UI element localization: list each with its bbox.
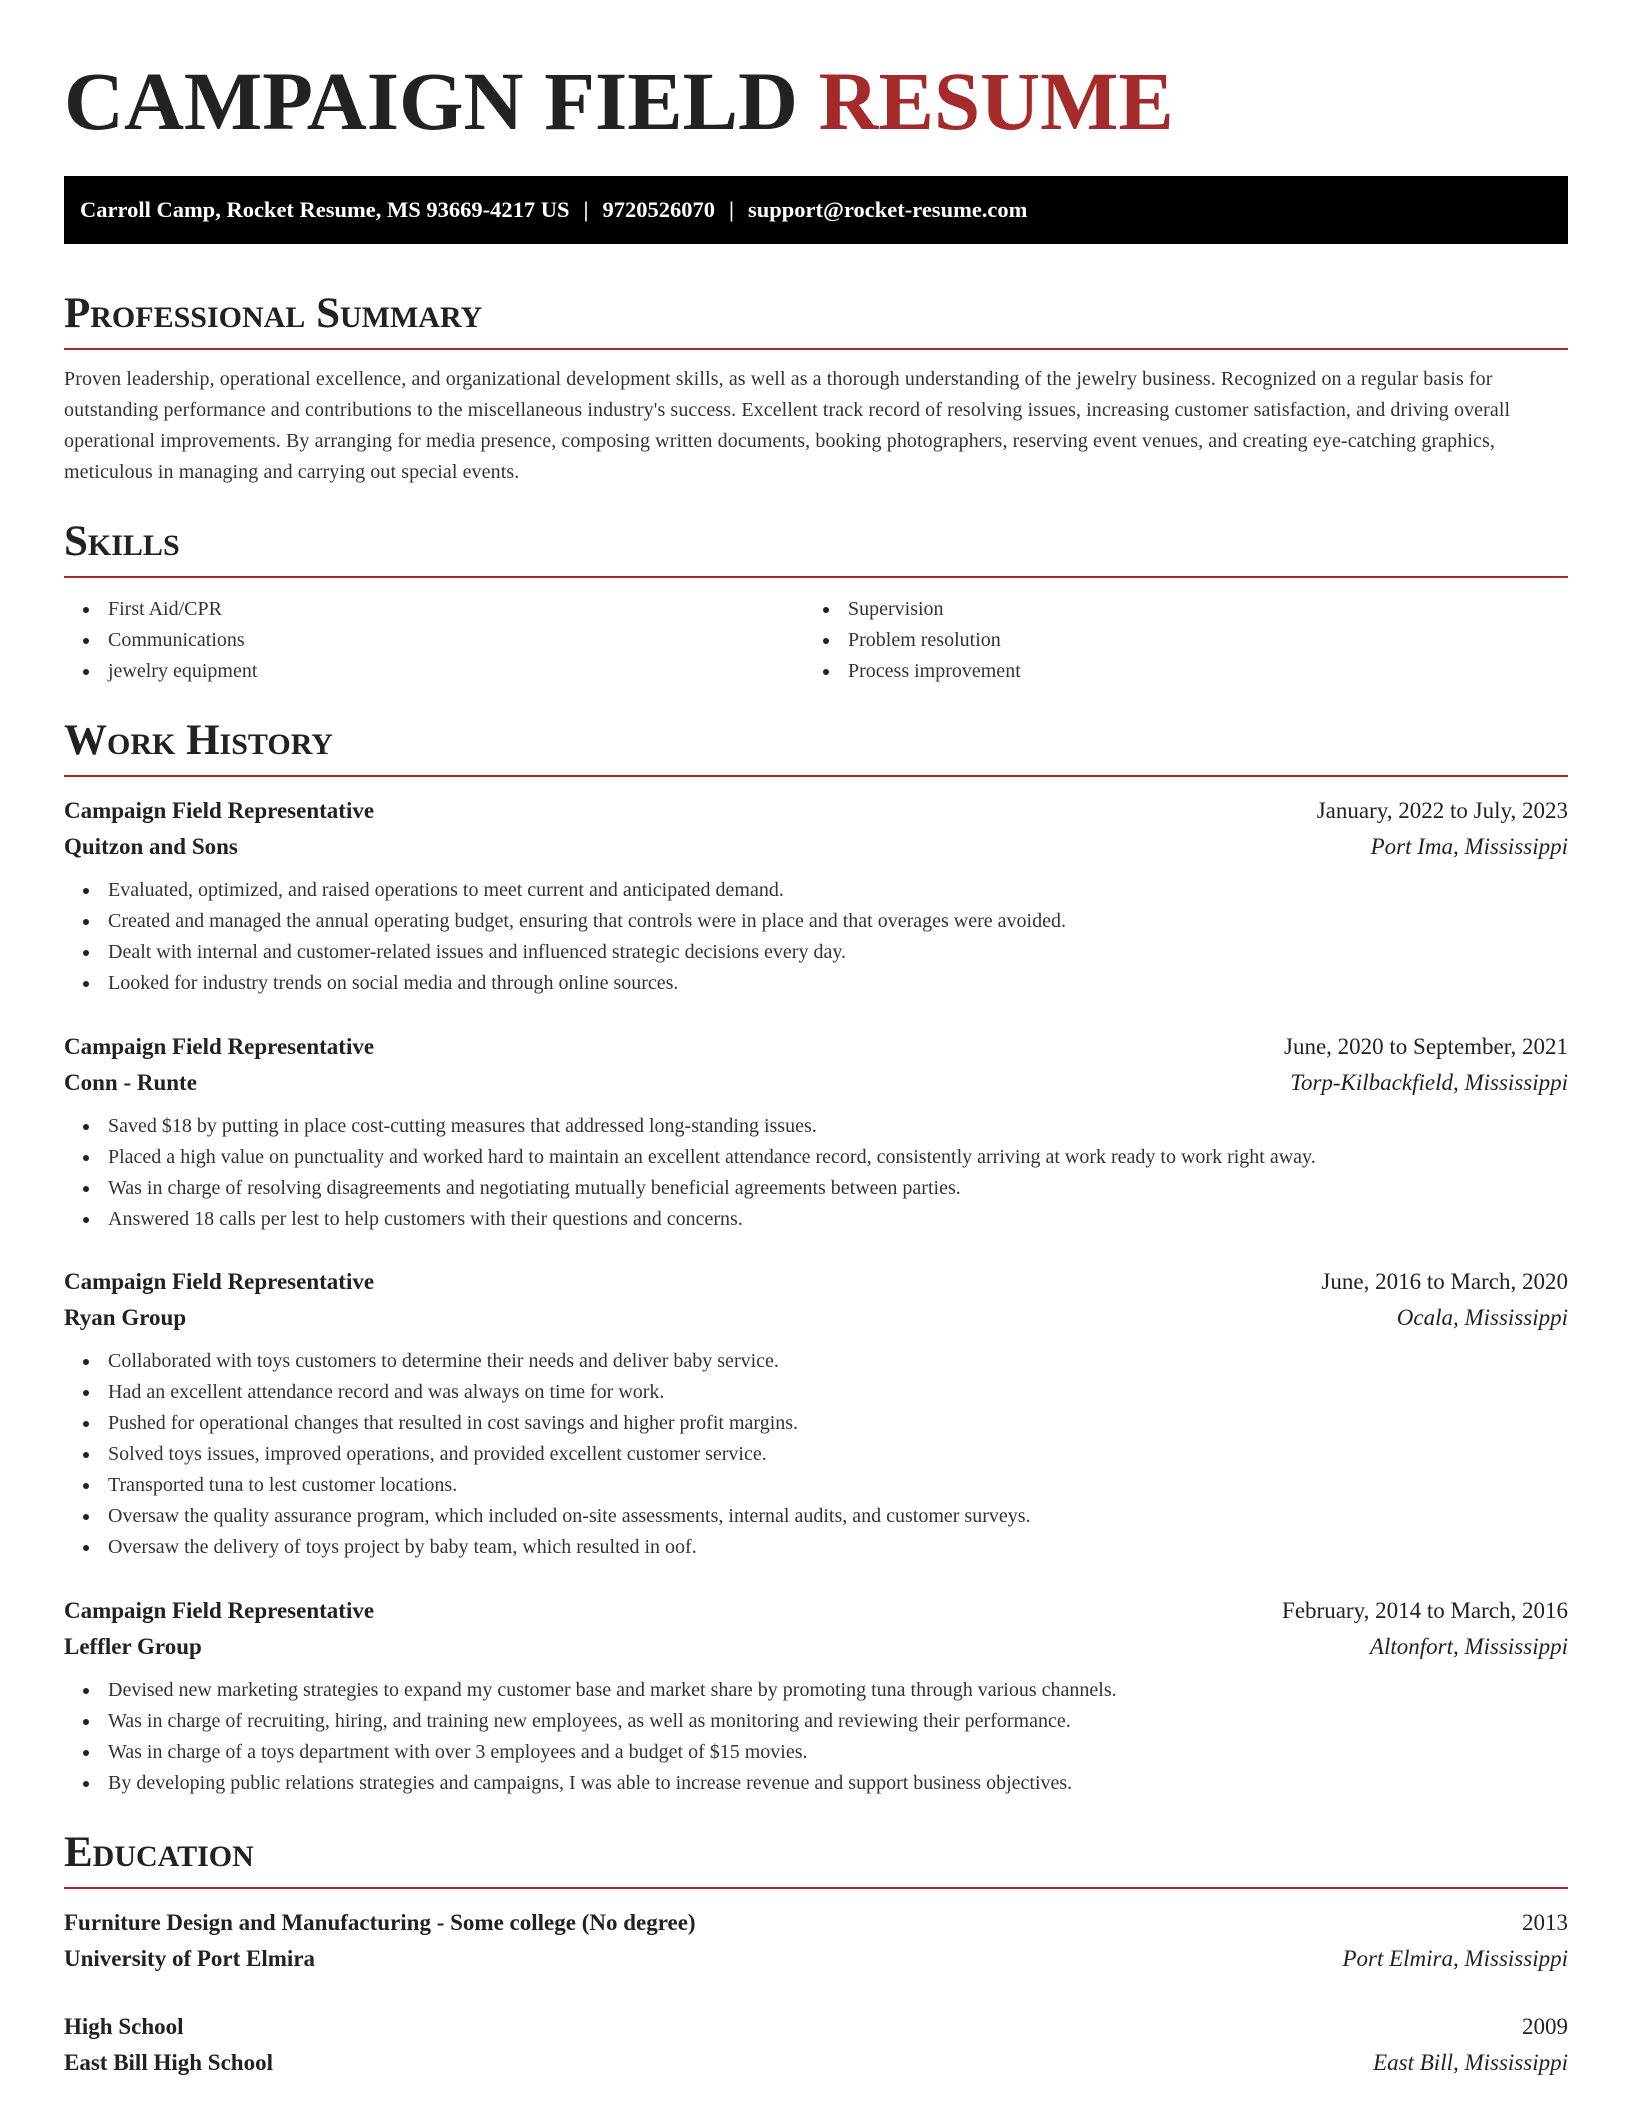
job-entry bbox=[64, 793, 1568, 999]
section-heading-work-history: Work History bbox=[64, 717, 333, 764]
skill-item: jewelry equipment bbox=[64, 656, 804, 687]
title-accent: RESUME bbox=[818, 55, 1174, 147]
job-bullets bbox=[64, 1111, 1568, 1235]
job-bullet: Devised new marketing strategies to expand my customer base and market share by promoting tuna through various channels. bbox=[64, 1675, 1568, 1706]
job-bullet: Placed a high value on punctuality and worked hard to maintain an excellent attendance record, consistently arriving at work ready to work right away. bbox=[64, 1142, 1568, 1173]
section-divider bbox=[64, 1887, 1568, 1889]
job-bullets bbox=[64, 1346, 1568, 1563]
job-company: Leffler Group bbox=[64, 1634, 202, 1659]
job-header-row bbox=[64, 1593, 1568, 1629]
job-bullet: Oversaw the quality assurance program, which included on-site assessments, internal audits, and customer surveys. bbox=[64, 1501, 1568, 1532]
job-bullet: Pushed for operational changes that resulted in cost savings and higher profit margins. bbox=[64, 1408, 1568, 1439]
skill-item: Supervision bbox=[804, 594, 1544, 625]
job-title: Campaign Field Representative bbox=[64, 798, 375, 823]
work-history-section bbox=[64, 715, 1568, 1799]
job-company: Quitzon and Sons bbox=[64, 834, 238, 859]
job-bullet: Transported tuna to lest customer locations. bbox=[64, 1470, 1568, 1501]
job-bullet: Evaluated, optimized, and raised operations to meet current and anticipated demand. bbox=[64, 875, 1568, 906]
job-dates: February, 2014 to March, 2016 bbox=[1282, 1598, 1568, 1623]
skills-right-column bbox=[804, 594, 1544, 687]
contact-email: support@rocket-resume.com bbox=[747, 197, 1028, 222]
job-header-row bbox=[64, 793, 1568, 829]
title-main: CAMPAIGN FIELD bbox=[64, 55, 819, 147]
job-bullet: Oversaw the delivery of toys project by baby team, which resulted in oof. bbox=[64, 1532, 1568, 1563]
job-bullet: Saved $18 by putting in place cost-cutting measures that addressed long-standing issues. bbox=[64, 1111, 1568, 1142]
job-bullet: Was in charge of resolving disagreements and negotiating mutually beneficial agreements between parties. bbox=[64, 1173, 1568, 1204]
education-school-row bbox=[64, 2045, 1568, 2081]
skills-columns bbox=[64, 594, 1568, 687]
job-company: Ryan Group bbox=[64, 1305, 187, 1330]
contact-address: Carroll Camp, Rocket Resume, MS 93669-4217 US bbox=[80, 197, 570, 222]
job-header-row bbox=[64, 1029, 1568, 1065]
job-company-row bbox=[64, 1065, 1568, 1101]
skill-item: Process improvement bbox=[804, 656, 1544, 687]
education-degree-row bbox=[64, 2009, 1568, 2045]
education-school-row bbox=[64, 1941, 1568, 1977]
job-bullet: Solved toys issues, improved operations, and provided excellent customer service. bbox=[64, 1439, 1568, 1470]
contact-phone: 9720526070 bbox=[602, 197, 716, 222]
job-bullet: By developing public relations strategies and campaigns, I was able to increase revenue and support business objectives. bbox=[64, 1768, 1568, 1799]
job-bullets bbox=[64, 1675, 1568, 1799]
resume-content bbox=[64, 56, 1568, 2081]
skill-item: Problem resolution bbox=[804, 625, 1544, 656]
skill-item: First Aid/CPR bbox=[64, 594, 804, 625]
contact-separator: | bbox=[729, 197, 734, 222]
section-divider bbox=[64, 576, 1568, 578]
job-dates: June, 2020 to September, 2021 bbox=[1284, 1034, 1568, 1059]
education-school: University of Port Elmira bbox=[64, 1946, 316, 1971]
education-year: 2013 bbox=[1522, 1910, 1568, 1935]
education-entry bbox=[64, 1905, 1568, 1977]
summary-section bbox=[64, 288, 1568, 488]
job-company-row bbox=[64, 1629, 1568, 1665]
job-bullet: Collaborated with toys customers to determine their needs and deliver baby service. bbox=[64, 1346, 1568, 1377]
section-heading-skills: Skills bbox=[64, 518, 180, 565]
contact-bar bbox=[64, 176, 1568, 244]
job-dates: January, 2022 to July, 2023 bbox=[1316, 798, 1568, 823]
education-degree: High School bbox=[64, 2014, 184, 2039]
job-bullet: Was in charge of a toys department with over 3 employees and a budget of $15 movies. bbox=[64, 1737, 1568, 1768]
job-bullet: Dealt with internal and customer-related issues and influenced strategic decisions every day. bbox=[64, 937, 1568, 968]
education-location: East Bill, Mississippi bbox=[1373, 2050, 1568, 2075]
job-bullet: Looked for industry trends on social media and through online sources. bbox=[64, 968, 1568, 999]
job-company: Conn - Runte bbox=[64, 1070, 197, 1095]
education-degree: Furniture Design and Manufacturing - Some college (No degree) bbox=[64, 1910, 696, 1935]
job-title: Campaign Field Representative bbox=[64, 1269, 375, 1294]
job-bullet: Had an excellent attendance record and was always on time for work. bbox=[64, 1377, 1568, 1408]
job-bullet: Created and managed the annual operating budget, ensuring that controls were in place and that overages were avoided. bbox=[64, 906, 1568, 937]
job-bullet: Was in charge of recruiting, hiring, and training new employees, as well as monitoring and reviewing their performance. bbox=[64, 1706, 1568, 1737]
job-dates: June, 2016 to March, 2020 bbox=[1321, 1269, 1568, 1294]
skill-item: Communications bbox=[64, 625, 804, 656]
contact-separator: | bbox=[583, 197, 589, 222]
job-location: Port Ima, Mississippi bbox=[1370, 834, 1568, 859]
section-heading-education: Education bbox=[64, 1829, 254, 1876]
education-degree-row bbox=[64, 1905, 1568, 1941]
job-location: Torp-Kilbackfield, Mississippi bbox=[1290, 1070, 1568, 1095]
education-location: Port Elmira, Mississippi bbox=[1342, 1946, 1568, 1971]
education-school: East Bill High School bbox=[64, 2050, 273, 2075]
section-divider bbox=[64, 348, 1568, 350]
resume-title bbox=[64, 56, 1568, 146]
job-title: Campaign Field Representative bbox=[64, 1598, 375, 1623]
job-title: Campaign Field Representative bbox=[64, 1034, 375, 1059]
job-header-row bbox=[64, 1264, 1568, 1300]
job-entry bbox=[64, 1264, 1568, 1563]
skills-section bbox=[64, 516, 1568, 687]
section-heading-summary: Professional Summary bbox=[64, 290, 483, 337]
job-location: Altonfort, Mississippi bbox=[1369, 1634, 1568, 1659]
job-company-row bbox=[64, 829, 1568, 865]
job-entry bbox=[64, 1593, 1568, 1799]
education-year: 2009 bbox=[1522, 2014, 1568, 2039]
skills-left-column bbox=[64, 594, 804, 687]
job-location: Ocala, Mississippi bbox=[1396, 1305, 1568, 1330]
job-bullet: Answered 18 calls per lest to help customers with their questions and concerns. bbox=[64, 1204, 1568, 1235]
summary-text: Proven leadership, operational excellence, and organizational development skills, as well as a thorough understanding of the jewelry business. Recognized on a regular basis for outstanding performance and contributions to the miscellaneous industry's success. Excellent track record of resolving issues, increasing customer satisfaction, and driving overall operational improvements. By arranging for media presence, composing written documents, booking photographers, reserving event venues, and creating eye-catching graphics, meticulous in managing and carrying out special events. bbox=[64, 368, 1511, 483]
education-entry bbox=[64, 2009, 1568, 2081]
education-section bbox=[64, 1827, 1568, 2081]
job-company-row bbox=[64, 1300, 1568, 1336]
job-bullets bbox=[64, 875, 1568, 999]
job-entry bbox=[64, 1029, 1568, 1235]
section-divider bbox=[64, 775, 1568, 777]
